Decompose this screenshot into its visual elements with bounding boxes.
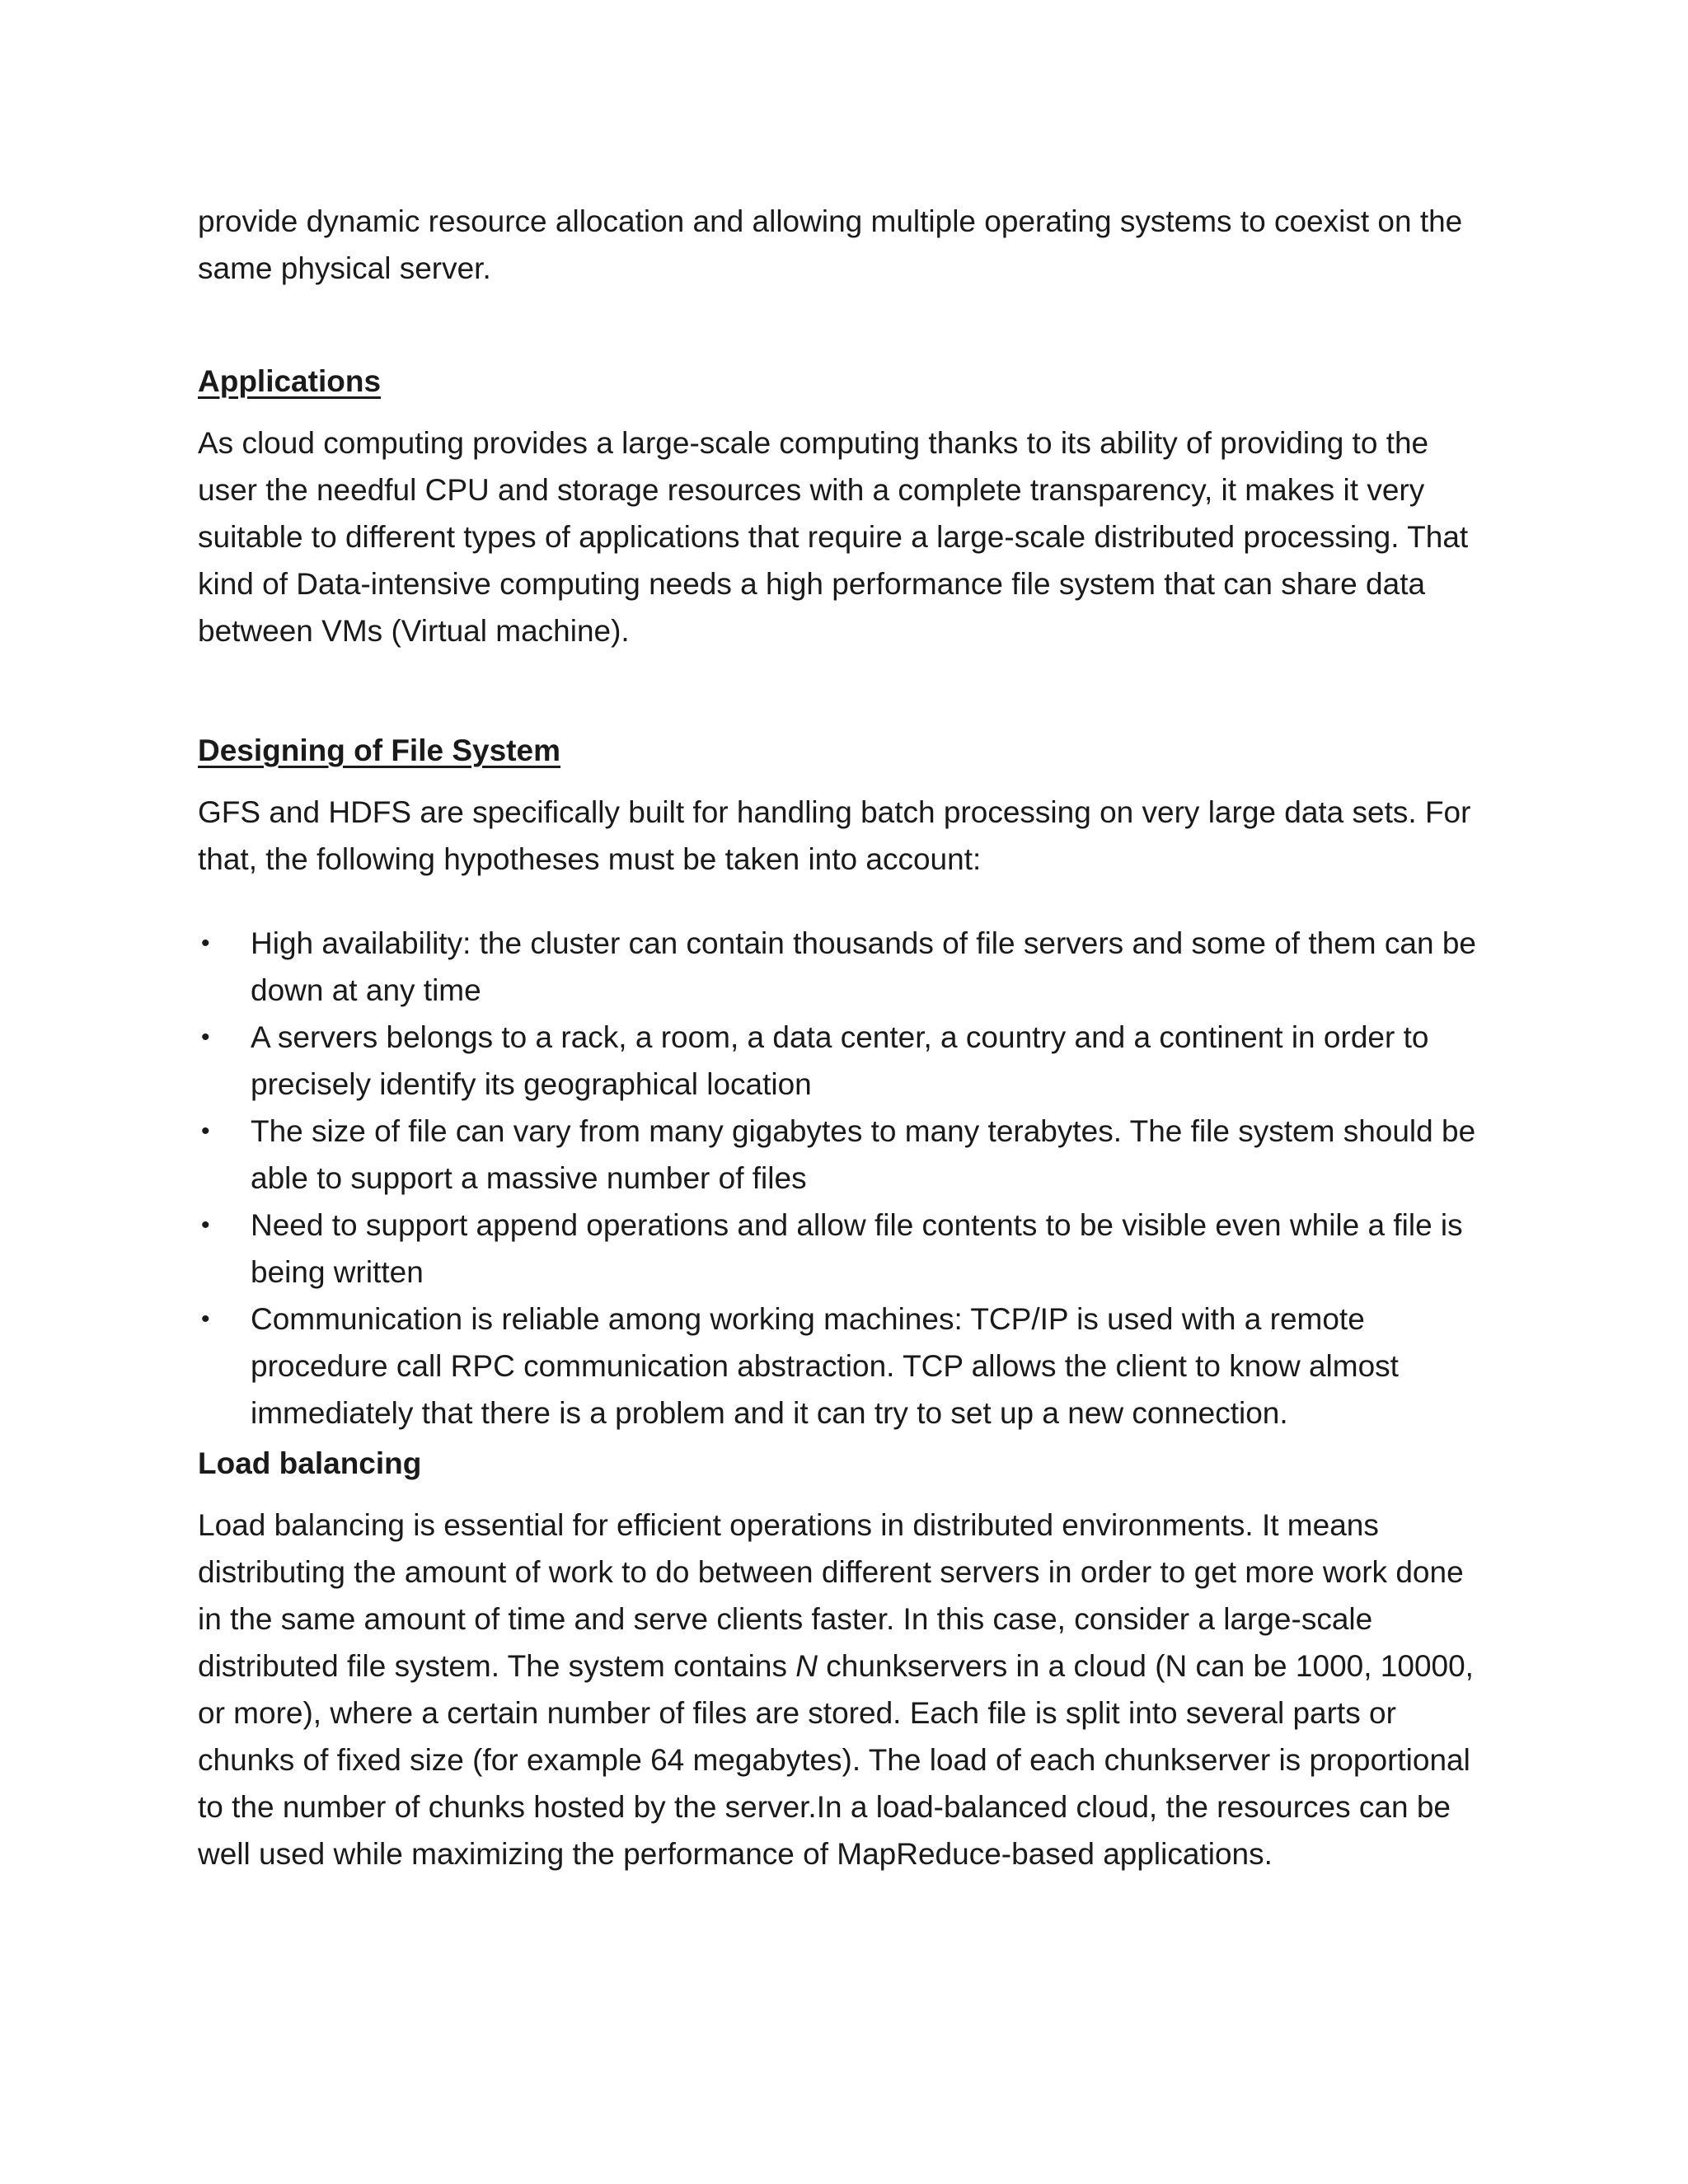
bullet-icon: • [201,1212,210,1239]
list-item-text: The size of file can vary from many gigabytes to many terabytes. The file system should be able to support a massive number of files [251,1114,1476,1195]
list-item [198,920,1484,1014]
file-system-heading: Designing of File System [198,733,560,767]
bullet-icon: • [201,1305,210,1333]
list-item [198,1296,1484,1436]
list-item [198,1202,1484,1296]
bullet-icon: • [201,1118,210,1145]
bullet-icon: • [201,930,210,957]
list-item-text: High availability: the cluster can contain thousands of file servers and some of them can be down at any time [251,926,1476,1007]
load-balancing-text-part2: chunkservers in a cloud (N can be 1000, 10000, or more), where a certain number of files are stored. Each file is split into several parts or chunks of fixed size (for example 64 megabytes). The load of each chunkserver is proportional to the number of chunks hosted by the server.In a load-balanced cloud, the resources can be well used while maximizing the performance of MapReduce-based applications. [198,1649,1474,1871]
list-item-text: Need to support append operations and allow file contents to be visible even while a file is being written [251,1208,1463,1289]
document-page [198,198,1484,1877]
file-system-paragraph: GFS and HDFS are specifically built for handling batch processing on very large data sets. For that, the following hypotheses must be taken into account: [198,795,1471,876]
load-balancing-heading: Load balancing [198,1446,422,1480]
list-item-text: Communication is reliable among working machines: TCP/IP is used with a remote procedure call RPC communication abstraction. TCP allows the client to know almost immediately that there is a problem and it can try to set up a new connection. [251,1302,1399,1430]
hypotheses-list [198,920,1484,1436]
list-item-text: A servers belongs to a rack, a room, a data center, a country and a continent in order to precisely identify its geographical location [251,1020,1429,1101]
applications-heading: Applications [198,364,382,398]
load-balancing-text-part1: Load balancing is essential for efficient operations in distributed environments. It means distributing the amount of work to do between different servers in order to get more work done in the same amount of time and serve clients faster. In this case, consider a large-scale distributed file system. The system contains [198,1508,1464,1683]
intro-continuation-paragraph: provide dynamic resource allocation and allowing multiple operating systems to coexist on the same physical server. [198,204,1463,285]
bullet-icon: • [201,1024,210,1051]
list-item [198,1108,1484,1202]
list-item [198,1014,1484,1108]
load-balancing-text-italic: N [795,1649,818,1683]
applications-paragraph: As cloud computing provides a large-scale computing thanks to its ability of providing to the user the needful CPU and storage resources with a complete transparency, it makes it very suitable to different types of applications that require a large-scale distributed processing. That kind of Data-intensive computing needs a high performance file system that can share data between VMs (Virtual machine). [198,426,1469,648]
load-balancing-paragraph [198,1502,1484,1877]
